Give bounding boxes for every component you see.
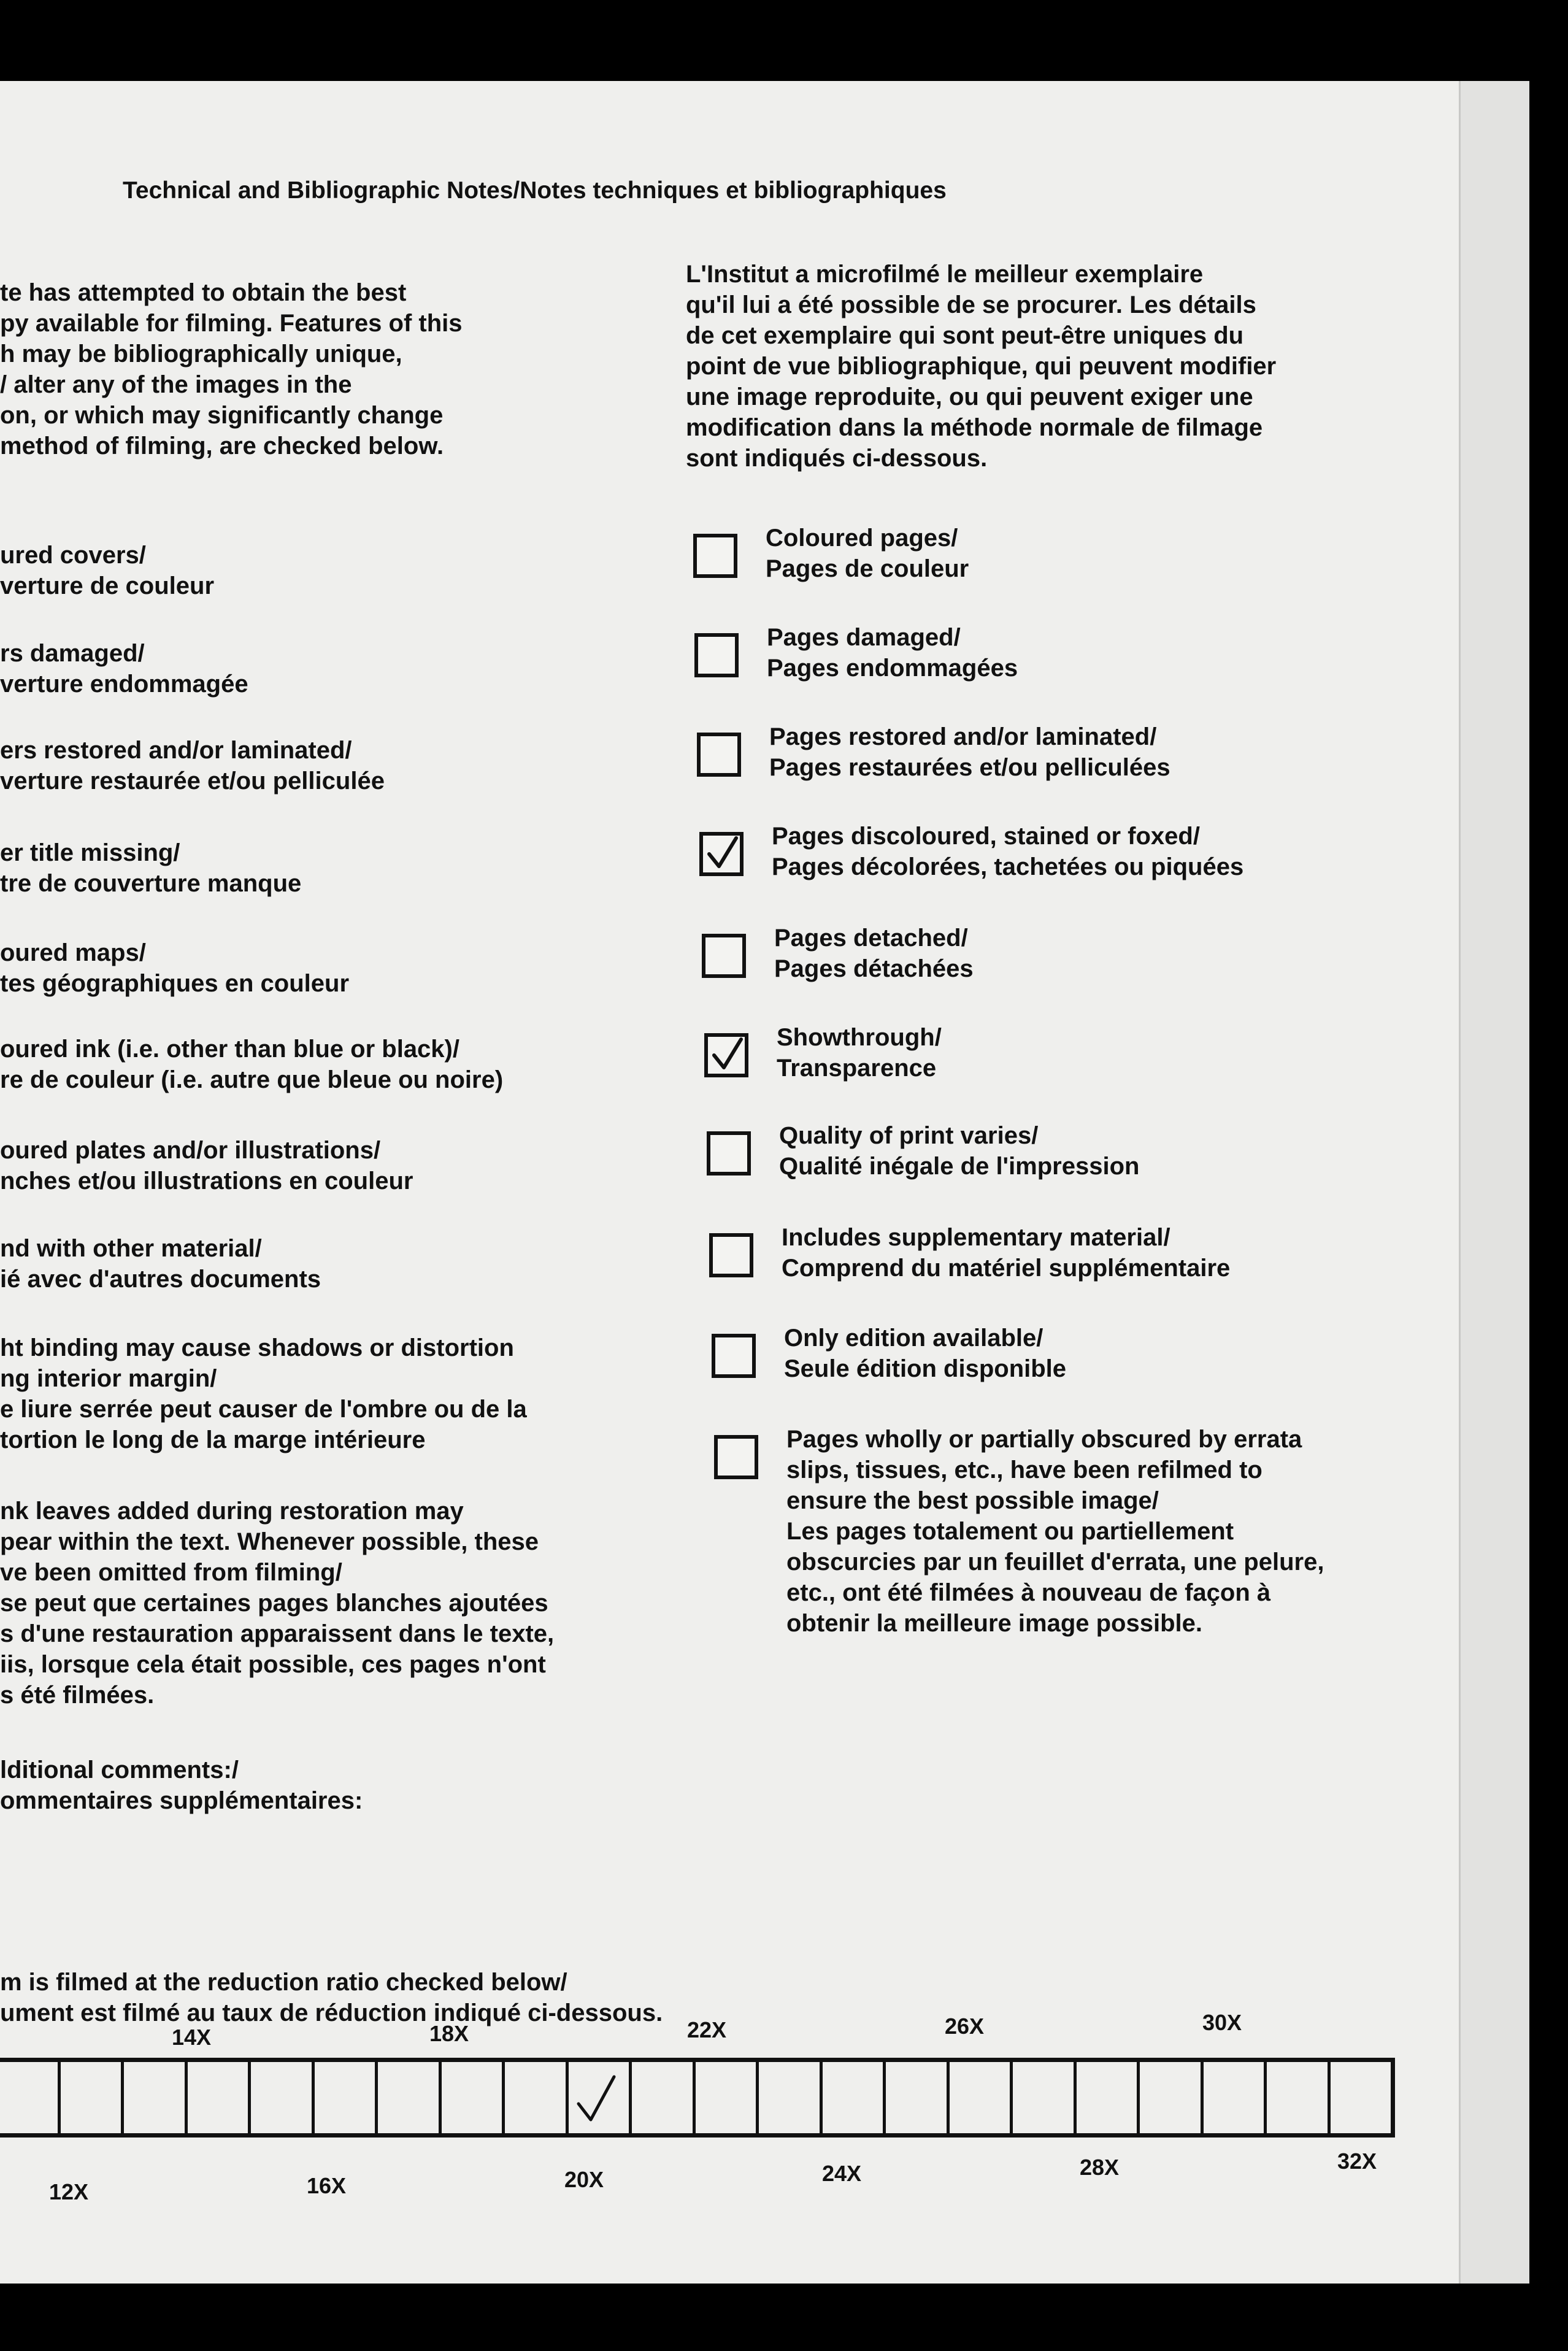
left-item-line: oured plates and/or illustrations/ [0,1137,381,1164]
left-item-line: tortion le long de la marge intérieure [0,1426,426,1453]
reduction-cell[interactable] [1331,2062,1391,2133]
checkbox[interactable] [704,1033,748,1077]
checkmark-icon [575,2072,618,2125]
reduction-cell[interactable] [0,2062,61,2133]
reduction-cell[interactable] [1077,2062,1140,2133]
right-item-line: Pages restored and/or laminated/ [769,723,1157,750]
reduction-label-bottom: 20X [564,2167,604,2192]
right-item-line: Comprend du matériel supplémentaire [782,1255,1231,1282]
reduction-cell[interactable] [188,2062,252,2133]
checklist-item-label [782,1222,1230,1283]
reduction-label-bottom: 12X [49,2179,89,2204]
left-item-line: nk leaves added during restoration may [0,1498,464,1525]
right-item-line: Pages discoloured, stained or foxed/ [772,823,1200,850]
page-edge [1459,81,1529,2284]
checkbox[interactable] [702,934,746,978]
left-item-line: ers restored and/or laminated/ [0,737,352,764]
reduction-line: m is filmed at the reduction ratio checked below/ [0,1969,567,1996]
right-intro-text [686,259,1276,474]
reduction-cell[interactable] [1267,2062,1331,2133]
reduction-cell[interactable] [61,2062,125,2133]
left-item-line: nd with other material/ [0,1235,262,1262]
checklist-item-label [766,523,969,584]
left-intro-line: h may be bibliographically unique, [0,341,402,367]
left-checklist-item [0,1034,503,1095]
right-intro-line: une image reproduite, ou qui peuvent exiger une [686,383,1253,410]
right-intro-line: qu'il lui a été possible de se procurer. Les détails [686,291,1256,318]
right-item-line: Pages endommagées [767,655,1018,682]
reduction-line: ument est filmé au taux de réduction indiqué ci-dessous. [0,1999,663,2026]
checkbox[interactable] [694,633,739,677]
left-item-line: verture endommagée [0,671,248,698]
left-intro-line: on, or which may significantly change [0,402,444,429]
checkbox[interactable] [707,1131,751,1176]
reduction-cell[interactable] [315,2062,379,2133]
checklist-item-label [784,1323,1066,1384]
right-item-line: Pages wholly or partially obscured by errata [786,1426,1302,1453]
left-intro-line: py available for filming. Features of this [0,310,463,337]
checkbox[interactable] [693,534,737,578]
left-item-line: pear within the text. Whenever possible, these [0,1528,539,1555]
reduction-cell[interactable] [569,2062,632,2133]
checklist-item-label [772,821,1243,882]
left-checklist-item [0,540,214,601]
reduction-label-top: 26X [945,2014,985,2039]
left-item-line: ommentaires supplémentaires: [0,1787,363,1814]
left-item-line: ng interior margin/ [0,1365,217,1392]
right-intro-line: modification dans la méthode normale de filmage [686,414,1263,441]
left-checklist-item [0,638,248,699]
checkbox[interactable] [699,832,744,876]
left-item-line: nches et/ou illustrations en couleur [0,1168,413,1195]
right-item-line: Only edition available/ [784,1325,1043,1352]
left-item-line: re de couleur (i.e. autre que bleue ou noire) [0,1066,504,1093]
right-item-line: etc., ont été filmées à nouveau de façon à [786,1579,1271,1606]
reduction-label-top: 30X [1202,2010,1242,2035]
reduction-cell[interactable] [505,2062,569,2133]
reduction-ratio-grid [0,2058,1395,2137]
reduction-label-bottom: 24X [822,2161,862,2186]
right-item-line: Includes supplementary material/ [782,1224,1170,1251]
reduction-cell[interactable] [251,2062,315,2133]
right-item-line: Pages décolorées, tachetées ou piquées [772,853,1244,880]
left-checklist-item [0,735,385,796]
reduction-cell[interactable] [1013,2062,1077,2133]
reduction-cell[interactable] [950,2062,1013,2133]
reduction-label-bottom: 28X [1080,2155,1120,2180]
reduction-ratio-text [0,1967,663,2028]
left-checklist-item [0,1233,321,1295]
checkbox[interactable] [697,733,741,777]
left-checklist-item [0,1496,554,1710]
right-item-line: Quality of print varies/ [779,1122,1039,1149]
reduction-cell[interactable] [124,2062,188,2133]
checklist-item-label [769,721,1170,783]
left-item-line: oured maps/ [0,939,146,966]
left-intro-text [0,277,613,461]
checkbox[interactable] [714,1435,758,1479]
left-item-line: verture de couleur [0,572,215,599]
right-item-line: Transparence [777,1055,937,1082]
reduction-cell[interactable] [696,2062,759,2133]
right-item-line: Pages detached/ [774,925,968,952]
right-item-line: Pages restaurées et/ou pelliculées [769,754,1170,781]
reduction-label-top: 22X [687,2017,727,2042]
left-checklist-item [0,1755,363,1816]
left-item-line: iis, lorsque cela était possible, ces pages n'ont [0,1651,546,1678]
checklist-item-label [777,1022,942,1083]
right-intro-line: sont indiqués ci-dessous. [686,445,988,472]
checkmark-icon [710,1037,745,1074]
left-item-line: lditional comments:/ [0,1757,239,1783]
left-intro-line: method of filming, are checked below. [0,433,444,460]
right-item-line: Qualité inégale de l'impression [779,1153,1140,1180]
left-item-line: ié avec d'autres documents [0,1266,321,1293]
reduction-cell[interactable] [823,2062,886,2133]
right-item-line: Pages damaged/ [767,624,961,651]
left-item-line: ured covers/ [0,542,146,569]
checklist-item-label [767,622,1018,683]
right-item-line: obscurcies par un feuillet d'errata, une pelure, [786,1549,1324,1576]
right-item-line: Pages détachées [774,955,974,982]
right-item-line: Les pages totalement ou partiellement [786,1518,1234,1545]
checklist-item-label [774,923,974,984]
checkbox[interactable] [709,1233,753,1277]
left-item-line: rs damaged/ [0,640,145,667]
left-item-line: ve been omitted from filming/ [0,1559,342,1586]
reduction-label-top: 14X [172,2025,212,2050]
left-item-line: s d'une restauration apparaissent dans le texte, [0,1620,555,1647]
right-item-line: Seule édition disponible [784,1355,1067,1382]
left-item-line: tre de couverture manque [0,870,302,897]
right-intro-line: de cet exemplaire qui sont peut-être uniques du [686,322,1244,349]
page-title: Technical and Bibliographic Notes/Notes techniques et bibliographiques [123,177,947,204]
left-item-line: se peut que certaines pages blanches ajoutées [0,1590,548,1617]
right-item-line: ensure the best possible image/ [786,1487,1159,1514]
checklist-item-label [779,1120,1139,1182]
reduction-cell[interactable] [1140,2062,1204,2133]
reduction-cell[interactable] [1204,2062,1267,2133]
right-intro-line: L'Institut a microfilmé le meilleur exemplaire [686,261,1204,288]
reduction-label-top: 18X [429,2021,469,2046]
reduction-cell[interactable] [378,2062,442,2133]
right-item-line: obtenir la meilleure image possible. [786,1610,1202,1637]
checklist-item-label [786,1424,1324,1639]
right-intro-line: point de vue bibliographique, qui peuvent modifier [686,353,1277,380]
left-item-line: s été filmées. [0,1682,155,1709]
checkbox[interactable] [712,1334,756,1378]
left-checklist-item [0,1135,413,1196]
reduction-label-bottom: 16X [307,2173,347,2198]
left-item-line: tes géographiques en couleur [0,970,350,997]
right-item-line: slips, tissues, etc., have been refilmed to [786,1456,1262,1483]
left-checklist-item [0,937,349,999]
right-item-line: Showthrough/ [777,1024,942,1051]
right-item-line: Pages de couleur [766,555,969,582]
reduction-cell[interactable] [886,2062,950,2133]
left-checklist-item [0,837,301,899]
reduction-cell[interactable] [442,2062,505,2133]
reduction-label-bottom: 32X [1337,2149,1377,2174]
left-item-line: er title missing/ [0,839,180,866]
left-item-line: ht binding may cause shadows or distortion [0,1334,514,1361]
left-item-line: e liure serrée peut causer de l'ombre ou de la [0,1396,527,1423]
reduction-cell[interactable] [632,2062,696,2133]
left-checklist-item [0,1333,527,1455]
left-intro-line: / alter any of the images in the [0,371,352,398]
checkmark-icon [705,836,740,872]
left-item-line: verture restaurée et/ou pelliculée [0,768,385,795]
left-intro-line: te has attempted to obtain the best [0,279,407,306]
reduction-cell[interactable] [759,2062,823,2133]
right-item-line: Coloured pages/ [766,525,958,552]
left-item-line: oured ink (i.e. other than blue or black)/ [0,1036,459,1063]
